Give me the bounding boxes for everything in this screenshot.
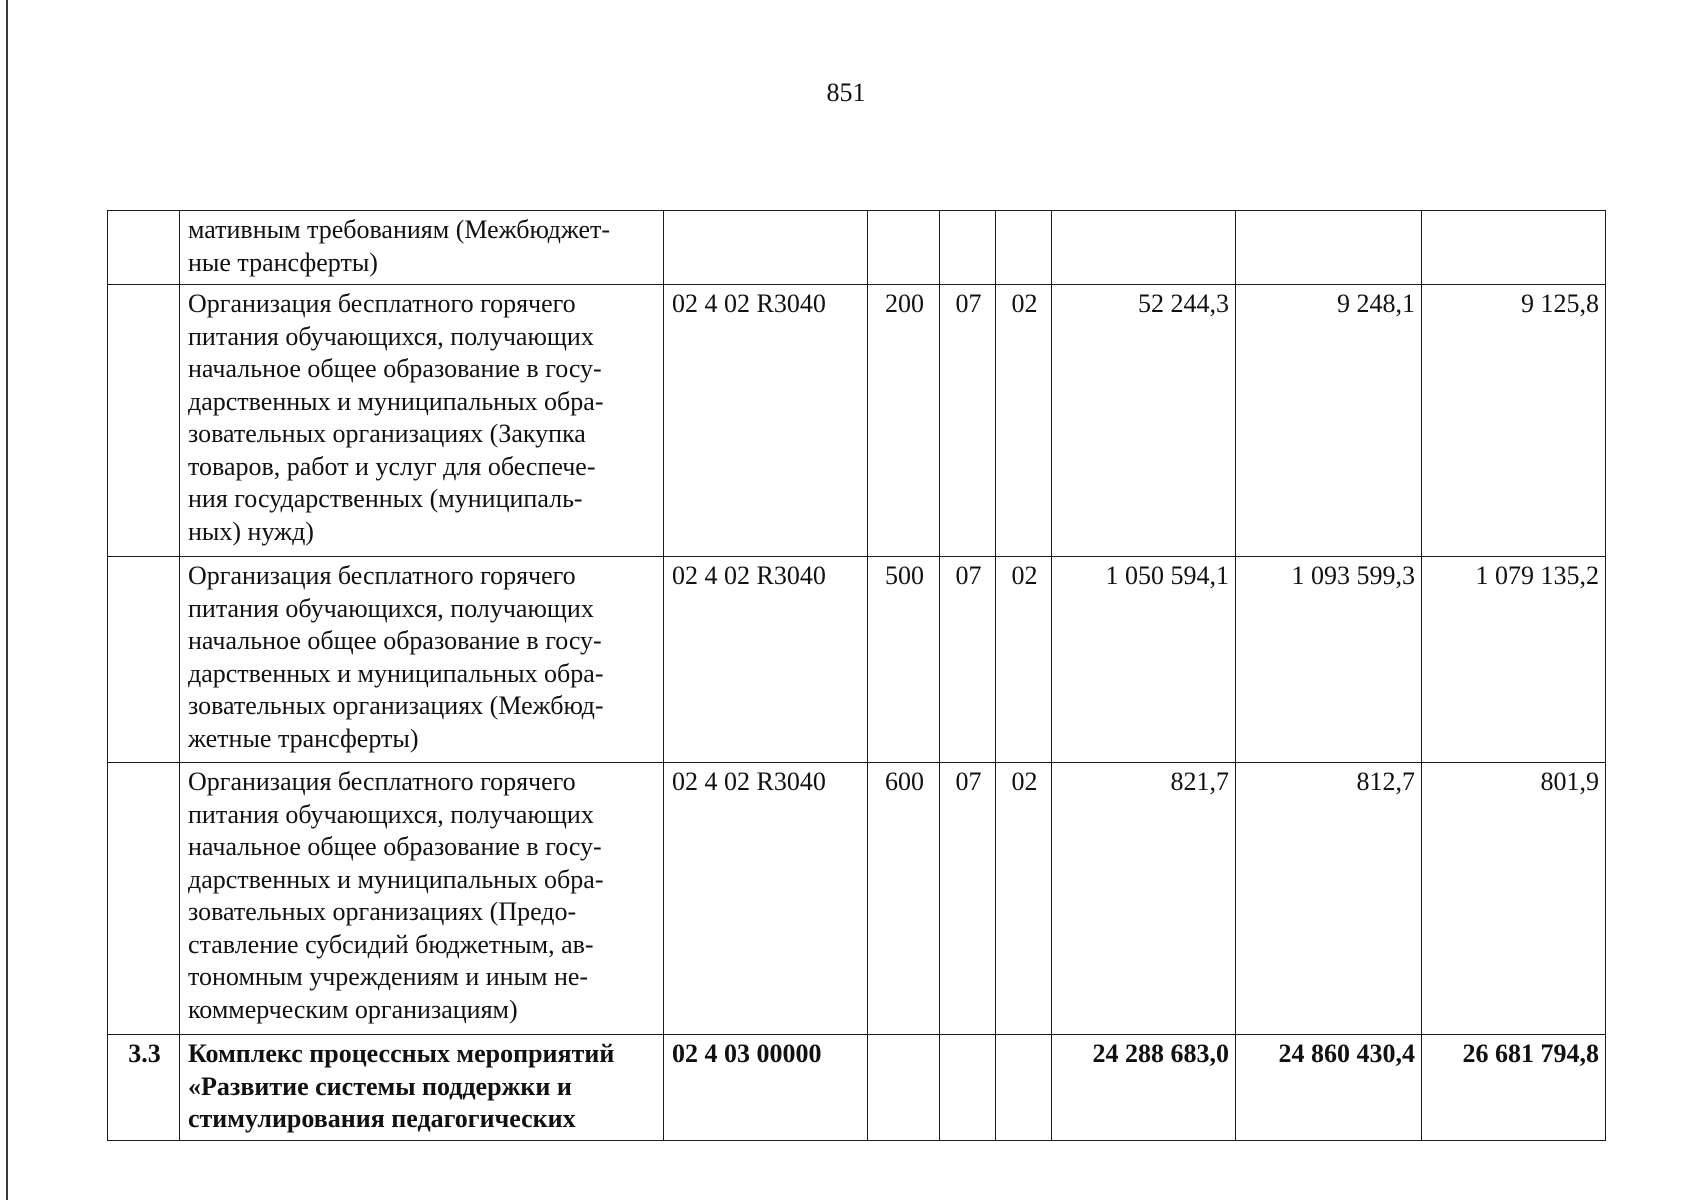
row-sum-2: 812,7 — [1236, 763, 1422, 1035]
row-expense-type — [868, 1035, 940, 1141]
row-sum-3: 26 681 794,8 — [1422, 1035, 1606, 1141]
row-index — [108, 763, 180, 1035]
row-subsection — [996, 211, 1052, 285]
row-code — [664, 211, 868, 285]
row-name-line: питания обучающихся, получающих — [188, 593, 594, 623]
table-body — [108, 211, 1606, 1141]
row-name-line: питания обучающихся, получающих — [188, 321, 594, 351]
row-sum-2 — [1236, 211, 1422, 285]
row-sum-3: 1 079 135,2 — [1422, 557, 1606, 763]
row-section: 07 — [940, 285, 996, 557]
row-sum-2: 1 093 599,3 — [1236, 557, 1422, 763]
row-name-line: Организация бесплатного горячего — [188, 289, 576, 318]
row-sum-1: 1 050 594,1 — [1052, 557, 1236, 763]
row-expense-type — [868, 211, 940, 285]
row-name — [180, 285, 664, 557]
row-name-line: зовательных организациях (Предо- — [188, 897, 577, 926]
row-name-line: товаров, работ и услуг для обеспече- — [188, 451, 596, 481]
scan-edge-line — [6, 0, 8, 1200]
row-name-line: дарственных и муниципальных обра- — [188, 658, 604, 688]
row-name — [180, 211, 664, 285]
row-name-line: ния государственных (муниципаль- — [188, 484, 583, 513]
row-sum-3: 9 125,8 — [1422, 285, 1606, 557]
row-name-line: Комплекс процессных мероприятий — [188, 1039, 615, 1068]
row-index — [108, 211, 180, 285]
row-sum-3: 801,9 — [1422, 763, 1606, 1035]
row-subsection: 02 — [996, 763, 1052, 1035]
row-sum-1: 821,7 — [1052, 763, 1236, 1035]
row-name-line: ных) нужд) — [188, 516, 314, 546]
row-expense-type: 600 — [868, 763, 940, 1035]
row-name-line: зовательных организациях (Межбюд- — [188, 691, 604, 720]
row-name-line: мативным требованиям (Межбюджет- — [188, 215, 611, 244]
row-name-line: зовательных организациях (Закупка — [188, 419, 586, 448]
row-name — [180, 1035, 664, 1141]
row-sum-2: 9 248,1 — [1236, 285, 1422, 557]
row-sum-2: 24 860 430,4 — [1236, 1035, 1422, 1141]
row-section — [940, 1035, 996, 1141]
row-section — [940, 211, 996, 285]
row-name — [180, 763, 664, 1035]
row-subsection: 02 — [996, 285, 1052, 557]
row-name-line: ставление субсидий бюджетным, ав- — [188, 929, 594, 959]
row-name-line: начальное общее образование в госу- — [188, 354, 602, 383]
row-code: 02 4 02 R3040 — [664, 557, 868, 763]
row-name-line: питания обучающихся, получающих — [188, 799, 594, 829]
row-code: 02 4 02 R3040 — [664, 763, 868, 1035]
budget-table — [107, 210, 1606, 1141]
row-sum-1: 52 244,3 — [1052, 285, 1236, 557]
row-name-line: Организация бесплатного горячего — [188, 561, 576, 590]
row-section: 07 — [940, 557, 996, 763]
row-sum-1 — [1052, 211, 1236, 285]
row-name-line: дарственных и муниципальных обра- — [188, 386, 604, 416]
row-name-line: коммерческим организациям) — [188, 994, 518, 1024]
row-sum-1: 24 288 683,0 — [1052, 1035, 1236, 1141]
row-name-line: «Развитие системы поддержки и — [188, 1071, 572, 1101]
row-name-line: стимулирования педагогических — [188, 1104, 576, 1133]
row-index: 3.3 — [108, 1035, 180, 1141]
row-name-line: жетные трансферты) — [188, 723, 419, 753]
row-name-line: начальное общее образование в госу- — [188, 626, 602, 655]
row-code: 02 4 03 00000 — [664, 1035, 868, 1141]
row-expense-type: 500 — [868, 557, 940, 763]
table-row — [108, 211, 1606, 285]
row-expense-type: 200 — [868, 285, 940, 557]
row-name-line: начальное общее образование в госу- — [188, 832, 602, 861]
row-code: 02 4 02 R3040 — [664, 285, 868, 557]
row-sum-3 — [1422, 211, 1606, 285]
row-name-line: Организация бесплатного горячего — [188, 767, 576, 796]
row-section: 07 — [940, 763, 996, 1035]
page-number: 851 — [826, 78, 866, 107]
table-row — [108, 557, 1606, 763]
row-index — [108, 285, 180, 557]
row-index — [108, 557, 180, 763]
row-subsection: 02 — [996, 557, 1052, 763]
table-row — [108, 763, 1606, 1035]
table-row — [108, 285, 1606, 557]
table-row — [108, 1035, 1606, 1141]
row-subsection — [996, 1035, 1052, 1141]
row-name-line: дарственных и муниципальных обра- — [188, 864, 604, 894]
row-name-line: тономным учреждениям и иным не- — [188, 962, 589, 991]
row-name-line: ные трансферты) — [188, 247, 378, 277]
row-name — [180, 557, 664, 763]
